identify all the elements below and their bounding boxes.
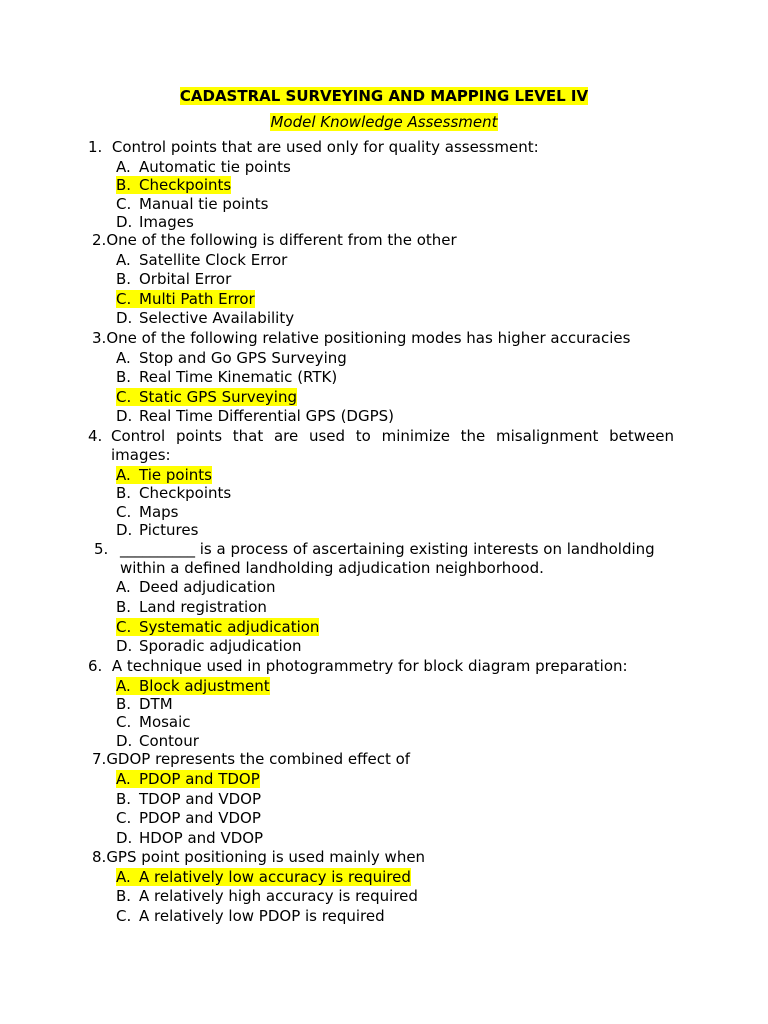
question-2 (92, 231, 457, 249)
option-2a: A. Satellite Clock Error (116, 251, 288, 269)
option-6d: D. Contour (116, 732, 199, 750)
question-text: One of the following is different from the other (106, 231, 457, 249)
question-text: A technique used in photogrammetry for block diagram preparation: (111, 657, 628, 675)
option-6a-answer: A. Block adjustment (116, 677, 270, 695)
document-subtitle: Model Knowledge Assessment (270, 113, 498, 131)
option-8c: C. A relatively low PDOP is required (116, 907, 385, 925)
option-1b-answer: B. Checkpoints (116, 176, 232, 194)
question-4-number: 4. (88, 427, 103, 445)
option-7d: D. HDOP and VDOP (116, 829, 264, 847)
option-8a-answer: A. A relatively low accuracy is required (116, 868, 411, 886)
option-7c: C. PDOP and VDOP (116, 809, 261, 827)
question-4-text-line1: Control points that are used to minimize the misalignment between (111, 427, 674, 445)
question-3 (92, 329, 630, 347)
question-text: GPS point positioning is used mainly when (106, 848, 426, 866)
question-5-text-line2: within a defined landholding adjudication neighborhood. (120, 559, 544, 577)
option-6c: C. Mosaic (116, 713, 191, 731)
question-1 (88, 138, 539, 156)
question-number: 3. (92, 329, 107, 347)
option-5c-answer: C. Systematic adjudication (116, 618, 320, 636)
question-number: 2. (92, 231, 107, 249)
option-2b: B. Orbital Error (116, 270, 232, 288)
question-number: 7. (92, 750, 107, 768)
document-title: CADASTRAL SURVEYING AND MAPPING LEVEL IV (179, 87, 589, 105)
option-6b: B. DTM (116, 695, 173, 713)
question-number: 6. (88, 657, 103, 675)
option-4c: C. Maps (116, 503, 179, 521)
question-4-text-line2: images: (111, 446, 171, 464)
option-7a-answer: A. PDOP and TDOP (116, 770, 260, 788)
option-4b: B. Checkpoints (116, 484, 232, 502)
question-8 (92, 848, 425, 866)
question-text: One of the following relative positioning modes has higher accuracies (106, 329, 631, 347)
option-4d: D. Pictures (116, 521, 199, 539)
option-5b: B. Land registration (116, 598, 267, 616)
question-text: Control points that are used only for quality assessment: (111, 138, 539, 156)
question-5-number: 5. (94, 540, 109, 558)
option-1c: C. Manual tie points (116, 195, 269, 213)
option-5a: A. Deed adjudication (116, 578, 276, 596)
question-text: GDOP represents the combined effect of (106, 750, 411, 768)
option-2d: D. Selective Availability (116, 309, 295, 327)
question-number: 1. (88, 138, 103, 156)
option-7b: B. TDOP and VDOP (116, 790, 261, 808)
option-3c-answer: C. Static GPS Surveying (116, 388, 297, 406)
option-1a: A. Automatic tie points (116, 158, 291, 176)
question-7 (92, 750, 410, 768)
question-6 (88, 657, 628, 675)
option-8b: B. A relatively high accuracy is required (116, 887, 418, 905)
question-number: 8. (92, 848, 107, 866)
option-2c-answer: C. Multi Path Error (116, 290, 255, 308)
option-3b: B. Real Time Kinematic (RTK) (116, 368, 338, 386)
option-5d: D. Sporadic adjudication (116, 637, 302, 655)
question-5-text-line1: __________ is a process of ascertaining existing interests on landholding (120, 540, 655, 558)
option-3a: A. Stop and Go GPS Surveying (116, 349, 347, 367)
option-3d: D. Real Time Differential GPS (DGPS) (116, 407, 395, 425)
option-4a-answer: A. Tie points (116, 466, 212, 484)
option-1d: D. Images (116, 213, 194, 231)
